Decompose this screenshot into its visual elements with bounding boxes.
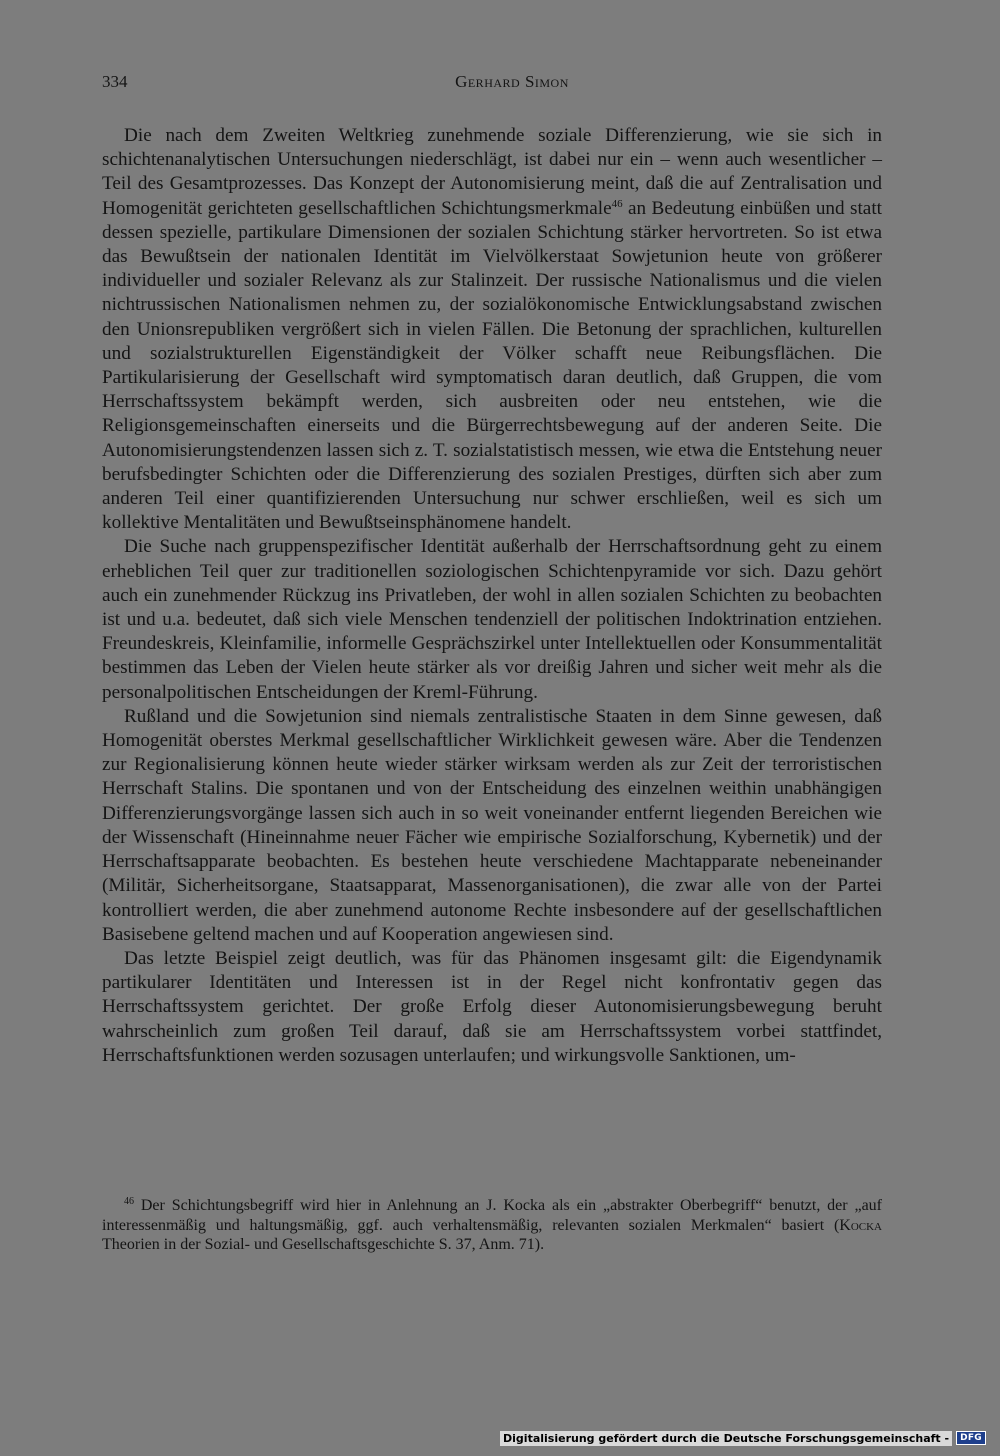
paragraph-4: Das letzte Beispiel zeigt deutlich, was für das Phänomen insgesamt gilt: die Eigendynamik partikularer Identitäten und Interessen ist in der Regel nicht konfrontativ gegen das Herrschaftssystem gerichtet. Der große Erfolg dieser Autonomisierungsbewegung beruht wahrscheinlich zum großen Teil darauf, daß sie am Herrschaftssystem vorbei stattfindet, Herrschaftsfunktionen werden sozusagen unterlaufen; und wirkungsvolle Sanktionen, um- [102, 947, 882, 1066]
footnote-author: Kocka [839, 1216, 882, 1234]
running-head: Gerhard Simon [455, 72, 569, 91]
paragraph-1-text-a: Die nach dem Zweiten Weltkrieg zunehmende soziale Differenzierung, wie sie sich in schichtenanalytischen Untersuchungen niederschlägt, ist dabei nur ein – wenn auch wesentlicher – Teil des Gesamtprozesses. Das Konzept der Autonomisierung meint, daß die auf Zentralisation und Homogenität gerichteten gesellschaftlichen Schichtungsmerkmale [102, 125, 882, 219]
footnote-46 [102, 1196, 882, 1255]
page-number: 334 [102, 72, 128, 91]
paragraph-3: Rußland und die Sowjetunion sind niemals zentralistische Staaten in dem Sinne gewesen, daß Homogenität oberstes Merkmal gesellschaftlicher Wirklichkeit gewesen wäre. Aber die Tendenzen zur Regionalisierung können heute wieder stärker wirksam werden als zur Zeit der terroristischen Herrschaft Stalins. Die spontanen und von der Entscheidung des einzelnen weithin unabhängigen Differenzierungsvorgänge lassen sich auch in so weit voneinander entfernt liegenden Bereichen wie der Wissenschaft (Hineinnahme neuer Fächer wie empirische Sozialforschung, Kybernetik) und der Herrschaftsapparate beobachten. Es bestehen heute verschiedene Machtapparate nebeneinander (Militär, Sicherheitsorgane, Staatsapparat, Massenorganisationen), die zwar alle von der Partei kontrolliert werden, die aber zunehmend autonome Rechte insbesondere auf der gesellschaftlichen Basisebene geltend machen und auf Kooperation angewiesen sind. [102, 705, 882, 945]
body-text [102, 124, 882, 1068]
digitization-footer [500, 1430, 986, 1446]
footnote-text-b: Theorien in der Sozial- und Gesellschaftsgeschichte S. 37, Anm. 71). [102, 1236, 545, 1253]
footnote-number: 46 [124, 1196, 134, 1207]
paragraph-1 [102, 124, 882, 535]
footnote-text-a: Der Schichtungsbegriff wird hier in Anlehnung an J. Kocka als ein „abstrakter Oberbegriff“ benutzt, der „auf interessenmäßig und haltungsmäßig, ggf. auch verhaltensmäßig, relevanten sozialen Merkmalen“ basiert ( [102, 1197, 882, 1234]
paragraph-1-text-b: an Bedeutung einbüßen und statt dessen spezielle, partikulare Dimensionen der sozialen Schichtung stärker hervortreten. So ist etwa das Bewußtsein der nationalen Identität im Vielvölkerstaat Sowjetunion heute von größerer individueller und sozialer Relevanz als zur Stalinzeit. Der russische Nationalismus und die vielen nichtrussischen Nationalismen nehmen zu, der sozialökonomische Entwicklungsabstand zwischen den Unionsrepubliken vergrößert sich in vielen Fällen. Die Betonung der sprachlichen, kulturellen und sozialstrukturellen Eigenständigkeit der Völker schafft neue Reibungsflächen. Die Partikularisierung der Gesellschaft wird symptomatisch daran deutlich, daß Gruppen, die vom Herrschaftssystem bekämpft werden, sich ausbreiten oder neu entstehen, wie die Religionsgemeinschaften einerseits und die Bürgerrechtsbewegung auf der anderen Seite. Die Autonomisierungstendenzen lassen sich z. T. sozialstatistisch messen, wie etwa die Entstehung neuer berufsbedingter Schichten oder die Differenzierung des sozialen Prestiges, dürften sich aber zum anderen Teil einer quantifizierenden Untersuchung nur schwer erschließen, weil es sich um kollektive Mentalitäten und Bewußtseinsphänomene handelt. [102, 197, 882, 534]
footer-text: Digitalisierung gefördert durch die Deutsche Forschungsgemeinschaft - [500, 1431, 952, 1446]
dfg-logo-icon: DFG [956, 1431, 986, 1445]
footnote-ref-46: 46 [611, 197, 623, 210]
paragraph-2: Die Suche nach gruppenspezifischer Identität außerhalb der Herrschaftsordnung geht zu einem erheblichen Teil quer zur traditionellen soziologischen Schichtenpyramide vor sich. Dazu gehört auch ein zunehmender Rückzug ins Privatleben, der wohl in allen sozialen Schichten zu beobachten ist und u.a. bedeutet, daß sich viele Menschen tendenziell der politischen Indoktrination entziehen. Freundeskreis, Kleinfamilie, informelle Gesprächszirkel unter Intellektuellen oder Konsummentalität bestimmen das Leben der Vielen heute stärker als vor dreißig Jahren und sicher weit mehr als die personalpolitischen Entscheidungen der Kreml-Führung. [102, 536, 882, 703]
page-header [102, 70, 882, 94]
